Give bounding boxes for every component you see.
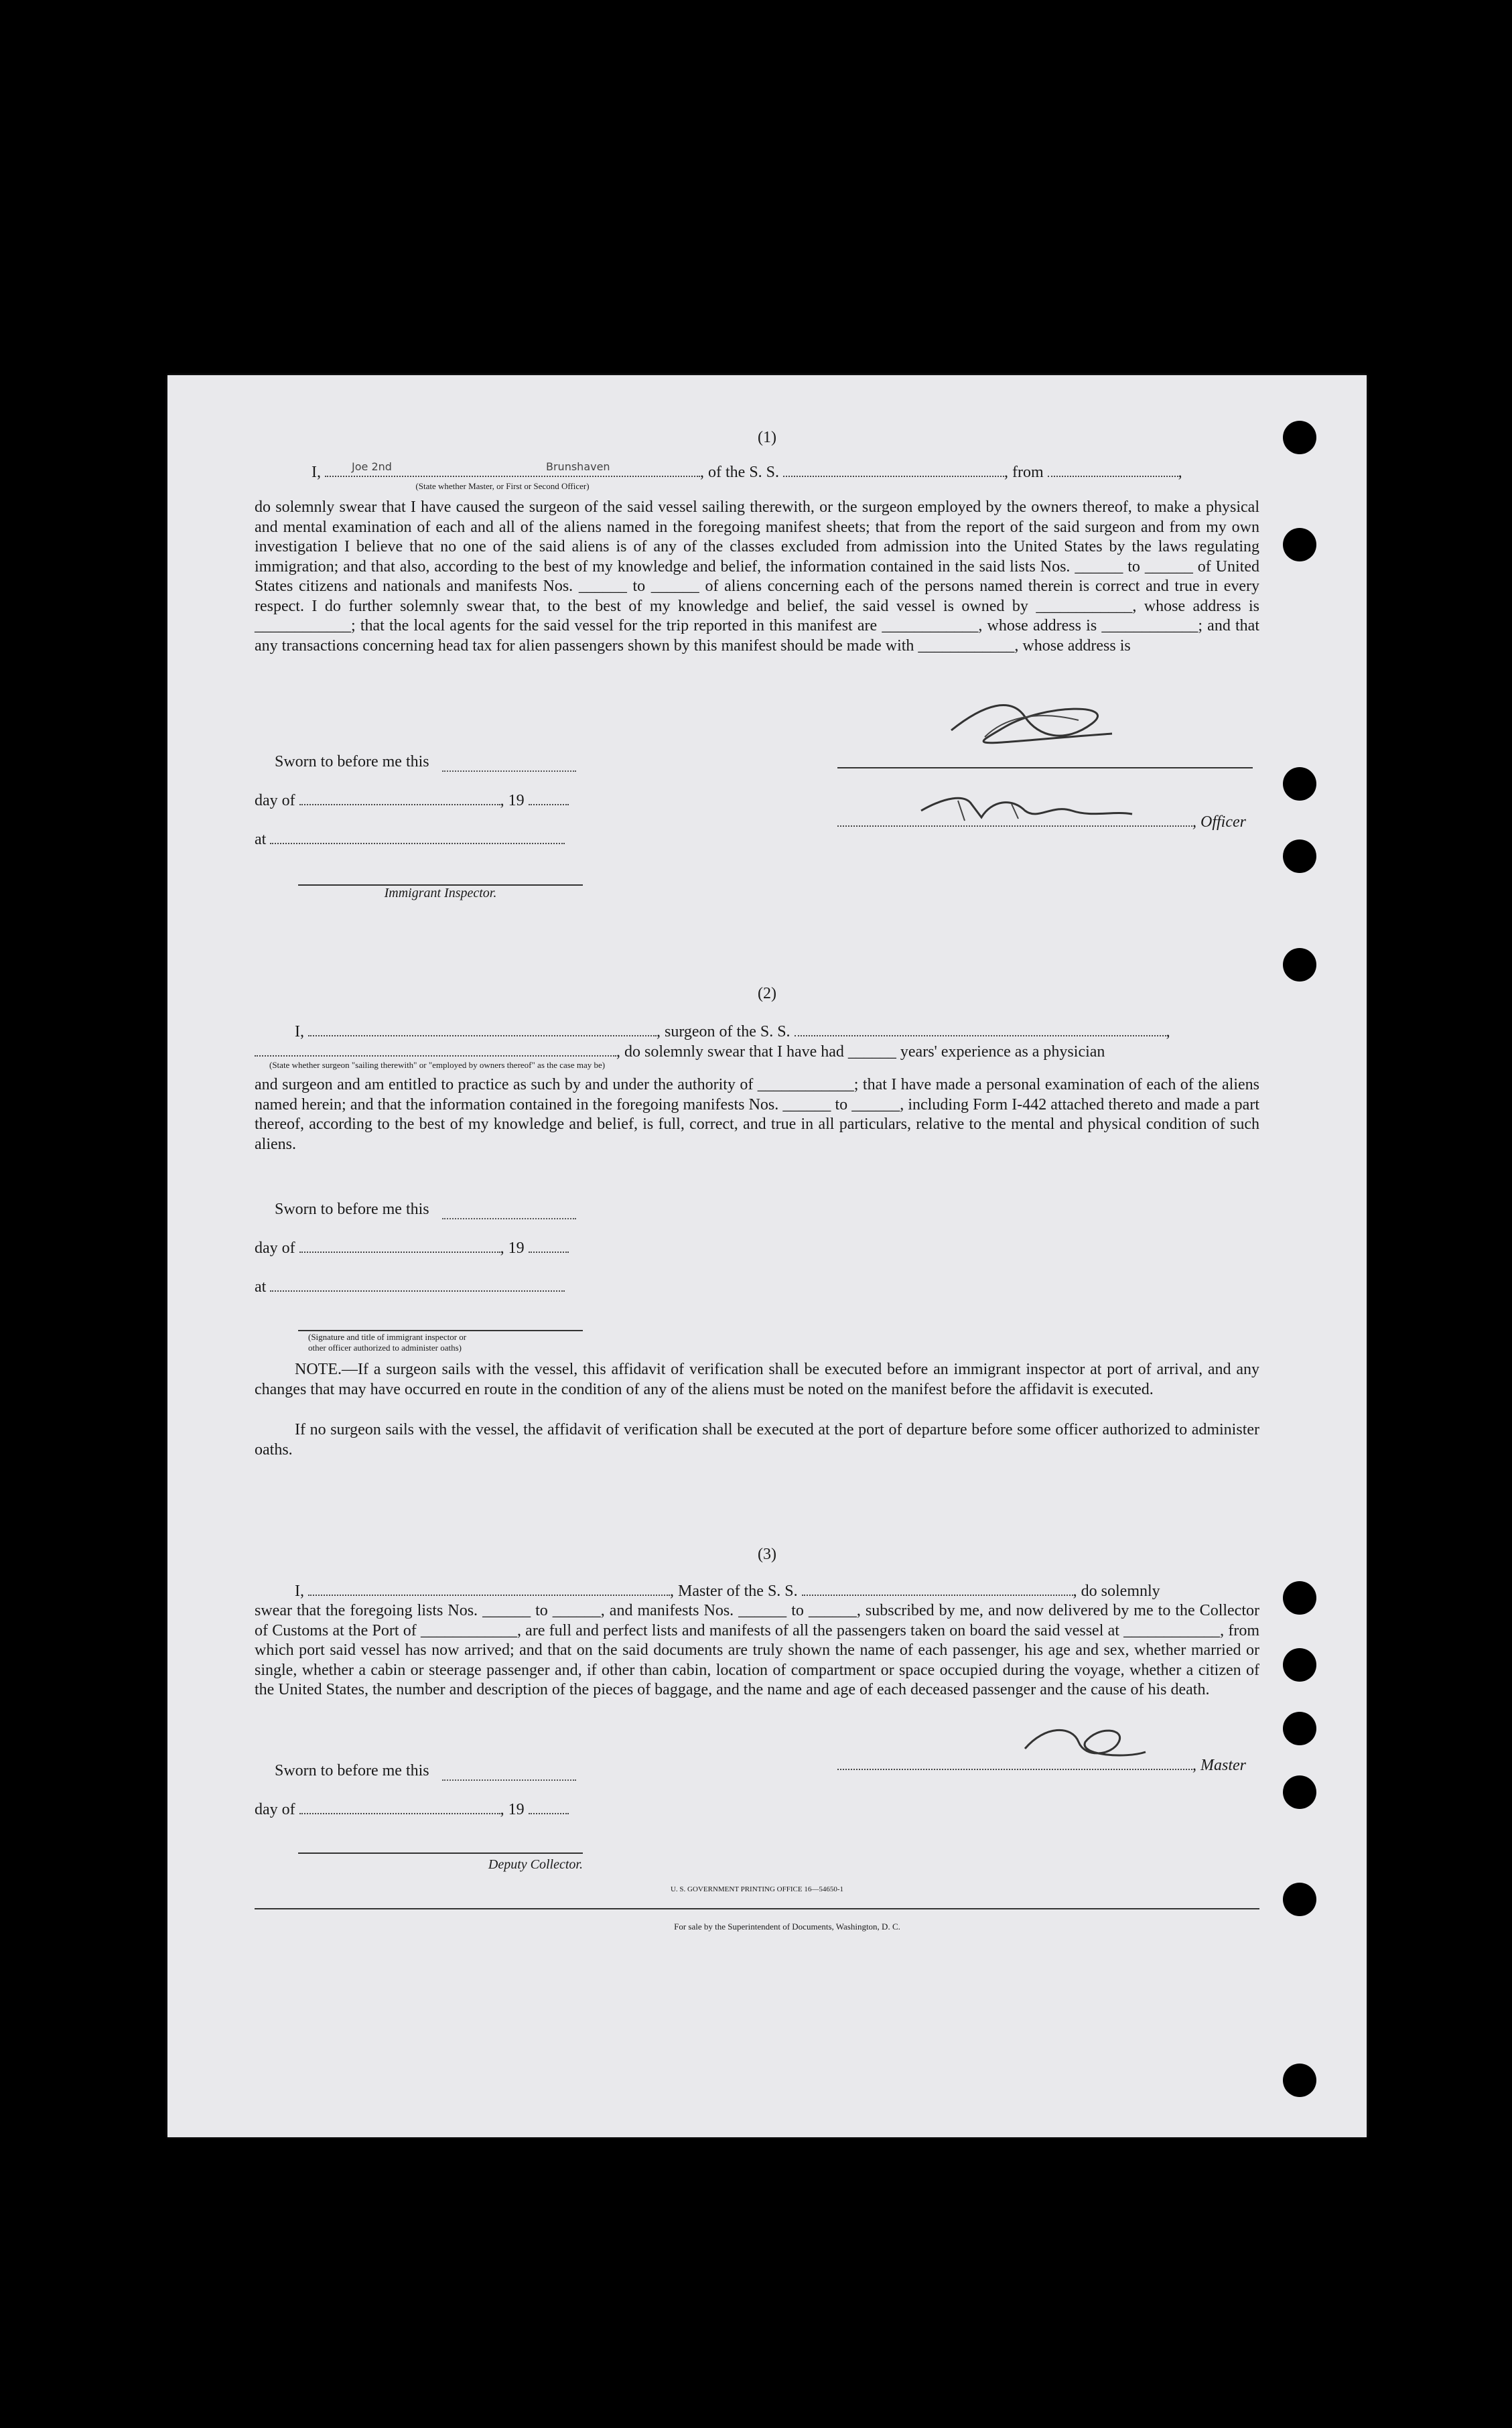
section-2-experience-line: , do solemnly swear that I have had ______ years' experience as a physician <box>255 1042 1266 1062</box>
superintendent-sale-note: For sale by the Superintendent of Documents, Washington, D. C. <box>674 1921 900 1932</box>
surgeon-name-field[interactable] <box>308 1022 657 1036</box>
authorized-sig-caption: (Signature and title of immigrant inspector or other officer authorized to administer oaths) <box>308 1332 467 1353</box>
punch-hole <box>1283 839 1316 873</box>
day-of-field-3[interactable] <box>299 1800 500 1814</box>
at-2: at <box>255 1277 565 1297</box>
signature-line <box>837 767 1253 768</box>
officer-line: , Officer <box>837 812 1246 832</box>
section-2-number: (2) <box>758 985 776 1002</box>
day-of-3: day of , 19 <box>255 1800 569 1820</box>
section-3-oath-text: swear that the foregoing lists Nos. ______ to ______, and manifests Nos. ______ to ______, subscribed by me, and now delivered by me to the Collector of Customs at the Port of ____________, are full and perfect lists and manifests of all the passengers taken on board the said vessel at ____________, from which port said vessel has now arrived; and that on the said documents are truly shown the name of each passenger, his age and sex, whether married or single, whether a cabin or steerage passenger and, if other than cabin, location of compartment or space occupied during the voyage, whether a citizen of the United States, the number and description of the pieces of baggage, and the name and age of each deceased passenger and the cause of his death. <box>255 1602 1259 1698</box>
punch-hole <box>1283 1648 1316 1682</box>
section-3-master-line: I, , Master of the S. S. , do solemnly <box>295 1582 1160 1600</box>
officer-signature-field[interactable] <box>837 812 1192 827</box>
immigrant-inspector-label: Immigrant Inspector. <box>384 886 497 900</box>
punch-hole <box>1283 1712 1316 1745</box>
sworn-line-2 <box>442 1218 576 1219</box>
at-field-2[interactable] <box>270 1277 565 1292</box>
vessel-name-field[interactable] <box>783 462 1004 477</box>
master-vessel-field[interactable] <box>802 1581 1073 1596</box>
document-page <box>167 375 1367 2137</box>
punch-hole <box>1283 1581 1316 1615</box>
master-line: , Master <box>837 1755 1246 1775</box>
sworn-label-3: Sworn to before me this <box>275 1762 429 1779</box>
punch-hole <box>1283 1775 1316 1809</box>
sworn-label-2: Sworn to before me this <box>275 1201 429 1218</box>
punch-hole <box>1283 767 1316 801</box>
punch-hole <box>1283 2064 1316 2097</box>
from-port-field[interactable] <box>1048 462 1178 477</box>
day-of-field-1[interactable] <box>299 791 500 805</box>
surgeon-status-field[interactable] <box>255 1042 616 1057</box>
deputy-collector-label: Deputy Collector. <box>488 1857 583 1872</box>
bleed-through-text <box>663 831 825 899</box>
sworn-line-3 <box>442 1779 576 1781</box>
surgeon-note: NOTE.—If a surgeon sails with the vessel, this affidavit of verification shall be executed before an immigrant inspector at port of arrival, and any changes that may have occurred en route in the condition of any of the aliens must be noted on the manifest before the affidavit is executed. <box>255 1361 1259 1398</box>
authorized-sig-line <box>298 1330 583 1331</box>
section-3-number: (3) <box>758 1546 776 1563</box>
day-of-field-2[interactable] <box>299 1238 500 1253</box>
surgeon-vessel-field[interactable] <box>795 1022 1166 1036</box>
surgeon-status-caption: (State whether surgeon "sailing therewith" or "employed by owners thereof" as the case may be) <box>269 1060 606 1070</box>
year-field-1[interactable] <box>529 791 569 805</box>
section-2-oath-text: and surgeon and am entitled to practice as such by and under the authority of ____________; that I have made a personal examination of each of the aliens named herein; and that the information contained in the foregoing manifests Nos. ______ to ______, including Form I-442 attached thereto and made a part thereof, according to the best of my knowledge and belief, is full, correct, and true in all particulars, relative to the mental and physical condition of such aliens. <box>255 1076 1259 1153</box>
punch-hole <box>1283 1883 1316 1916</box>
section-1-number: (1) <box>758 429 776 446</box>
sworn-label-1: Sworn to before me this <box>275 753 429 770</box>
year-field-3[interactable] <box>529 1800 569 1814</box>
master-name-field[interactable] <box>308 1581 670 1596</box>
master-signature-field[interactable] <box>837 1755 1192 1770</box>
surgeon-note-2: If no surgeon sails with the vessel, the affidavit of verification shall be executed at the port of departure before some officer authorized to administer oaths. <box>255 1421 1259 1459</box>
officer-rank-caption: (State whether Master, or First or Second Officer) <box>415 481 590 491</box>
day-of-1: day of , 19 <box>255 791 569 811</box>
section-2-surgeon-line: I, , surgeon of the S. S. , <box>295 1023 1170 1040</box>
punch-hole <box>1283 528 1316 561</box>
punch-hole <box>1283 948 1316 982</box>
day-of-2: day of , 19 <box>255 1238 569 1258</box>
at-field-1[interactable] <box>270 829 565 844</box>
year-field-2[interactable] <box>529 1238 569 1253</box>
signature-scribble <box>945 690 1119 750</box>
printing-office-imprint: U. S. GOVERNMENT PRINTING OFFICE 16—54650-1 <box>670 1885 843 1893</box>
section-1-officer-line: I, Joe 2nd Brunshaven , of the S. S. , from , <box>312 460 1182 481</box>
section-1-oath-text: do solemnly swear that I have caused the surgeon of the said vessel sailing therewith, or the surgeon employed by the owners thereof, to make a physical and mental examination of each and all of the aliens named in the foregoing manifest sheets; that from the report of the said surgeon and from my own investigation I believe that no one of the said aliens is of any of the classes excluded from admission into the United States by the laws regulating immigration; and that also, according to the best of my knowledge and belief, the information contained in the said lists Nos. ______ to ______ of United States citizens and nationals and manifests Nos. ______ to ______ of aliens concerning each of the persons named therein is correct and true in every respect. I do further solemnly swear that, to the best of my knowledge and belief, the said vessel is owned by ____________, whose address is ____________; that the local agents for the said vessel for the trip reported in this manifest are ____________, whose address is ____________; and that any transactions concerning head tax for alien passengers shown by this manifest should be made with ____________, whose address is <box>255 498 1259 655</box>
officer-name-field[interactable]: Joe 2nd Brunshaven <box>325 462 700 477</box>
sworn-line-1 <box>442 770 576 772</box>
at-1: at <box>255 829 565 850</box>
footer-rule <box>255 1908 1259 1909</box>
deputy-sig-line <box>298 1852 583 1854</box>
